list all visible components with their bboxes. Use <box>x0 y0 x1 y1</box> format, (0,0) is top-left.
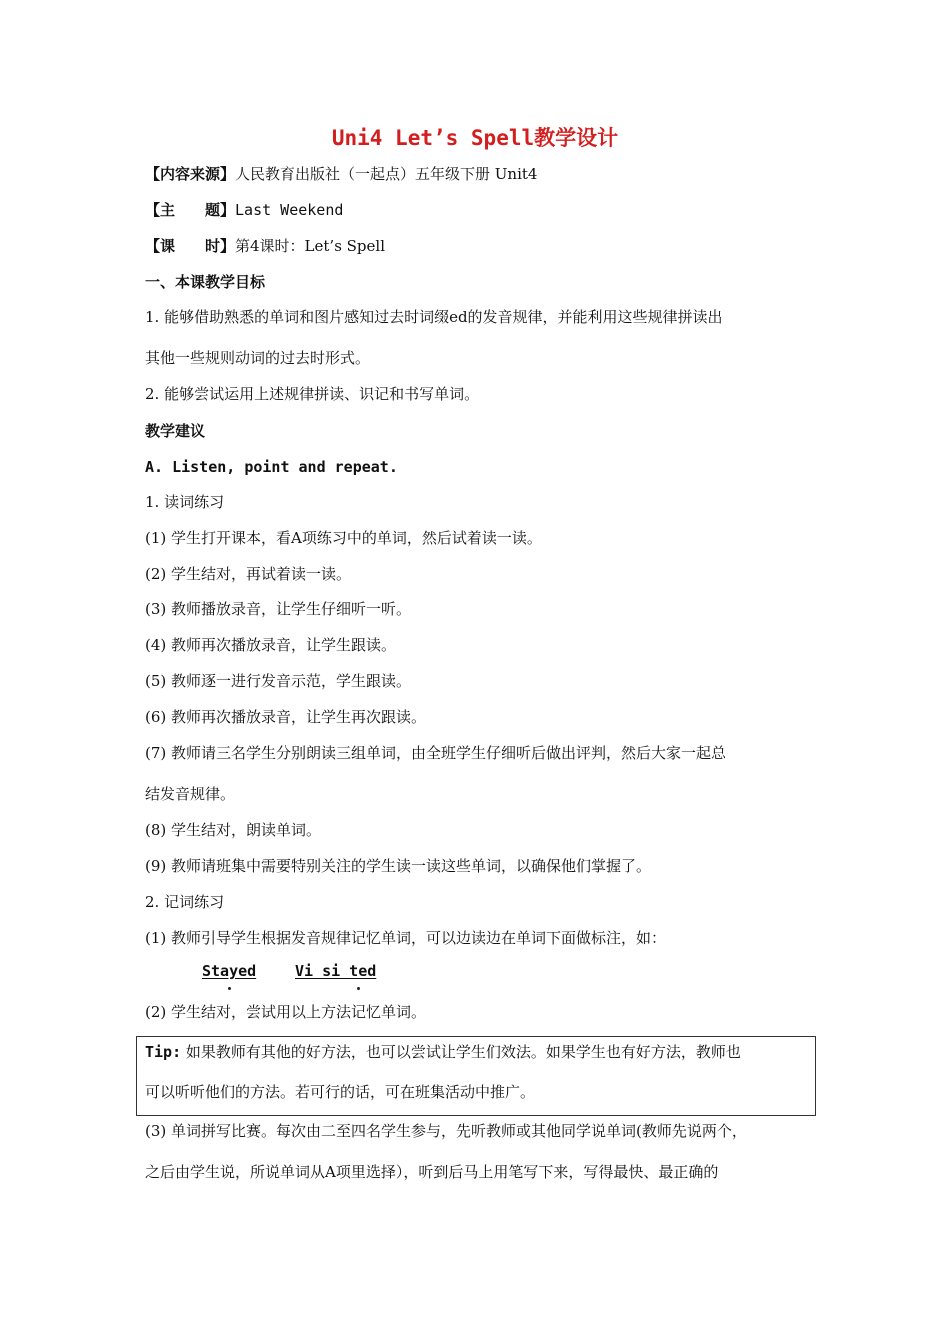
step-1-item-7-line-2: 结发音规律。 <box>145 785 236 803</box>
goal-1-line-1: 1. 能够借助熟悉的单词和图片感知过去时词缀ed的发音规律，并能利用这些规律拼读出 <box>145 308 723 326</box>
meta-source <box>145 164 537 184</box>
meta-topic-label: 【主 题】 <box>145 201 236 219</box>
step-2-heading: 2. 记词练习 <box>145 893 225 911</box>
section-heading-goals: 一、本课教学目标 <box>145 273 266 291</box>
step-1-item-3: (3) 教师播放录音，让学生仔细听一听。 <box>145 600 412 618</box>
step-1-item-6: (6) 教师再次播放录音，让学生再次跟读。 <box>145 708 427 726</box>
step-1-item-9: (9) 教师请班集中需要特别关注的学生读一读这些单词，以确保他们掌握了。 <box>145 857 652 875</box>
example-word-stayed: Stayed <box>202 962 257 980</box>
step-1-item-7-line-1: (7) 教师请三名学生分别朗读三组单词，由全班学生仔细听后做出评判，然后大家一起总 <box>145 744 727 762</box>
meta-period-label: 【课 时】 <box>145 237 236 255</box>
meta-topic <box>145 200 343 220</box>
example-word-visited: Vi si ted <box>295 962 377 980</box>
tip-label: Tip: <box>145 1043 182 1061</box>
step-1-heading: 1. 读词练习 <box>145 493 225 511</box>
meta-period <box>145 236 385 256</box>
pronunciation-mark-dot <box>228 987 231 990</box>
step-2-item-2: (2) 学生结对，尝试用以上方法记忆单词。 <box>145 1003 427 1021</box>
meta-period-value: 第4课时：Let’s Spell <box>235 237 386 255</box>
step-1-item-2: (2) 学生结对，再试着读一读。 <box>145 565 352 583</box>
tip-line-1 <box>145 1042 741 1062</box>
meta-source-value: 人民教育出版社（一起点）五年级下册 Unit4 <box>235 165 538 183</box>
step-1-item-4: (4) 教师再次播放录音，让学生跟读。 <box>145 636 397 654</box>
step-1-item-1: (1) 学生打开课本，看A项练习中的单词，然后试着读一读。 <box>145 529 542 547</box>
step-1-item-8: (8) 学生结对，朗读单词。 <box>145 821 322 839</box>
part-a-heading: A. Listen, point and repeat. <box>145 458 398 476</box>
tip-text-1: 如果教师有其他的好方法，也可以尝试让学生们效法。如果学生也有好方法，教师也 <box>181 1043 741 1061</box>
step-2-item-3-line-1: (3) 单词拼写比赛。每次由二至四名学生参与，先听教师或其他同学说单词(教师先说两个， <box>145 1122 747 1140</box>
step-2-item-3-line-2: 之后由学生说，所说单词从A项里选择），听到后马上用笔写下来，写得最快、最正确的 <box>145 1163 719 1181</box>
meta-source-label: 【内容来源】 <box>145 165 236 183</box>
document-title: Uni4 Let’s Spell教学设计 <box>331 126 619 150</box>
goal-2: 2. 能够尝试运用上述规律拼读、识记和书写单词。 <box>145 385 480 403</box>
step-2-item-1: (1) 教师引导学生根据发音规律记忆单词，可以边读边在单词下面做标注，如： <box>145 929 667 947</box>
tip-line-2: 可以听听他们的方法。若可行的话，可在班集活动中推广。 <box>145 1083 536 1101</box>
goal-1-line-2: 其他一些规则动词的过去时形式。 <box>145 349 371 367</box>
step-1-item-5: (5) 教师逐一进行发音示范，学生跟读。 <box>145 672 412 690</box>
section-heading-suggestions: 教学建议 <box>145 422 206 440</box>
meta-topic-value: Last Weekend <box>235 201 344 219</box>
pronunciation-mark-dot <box>357 987 360 990</box>
